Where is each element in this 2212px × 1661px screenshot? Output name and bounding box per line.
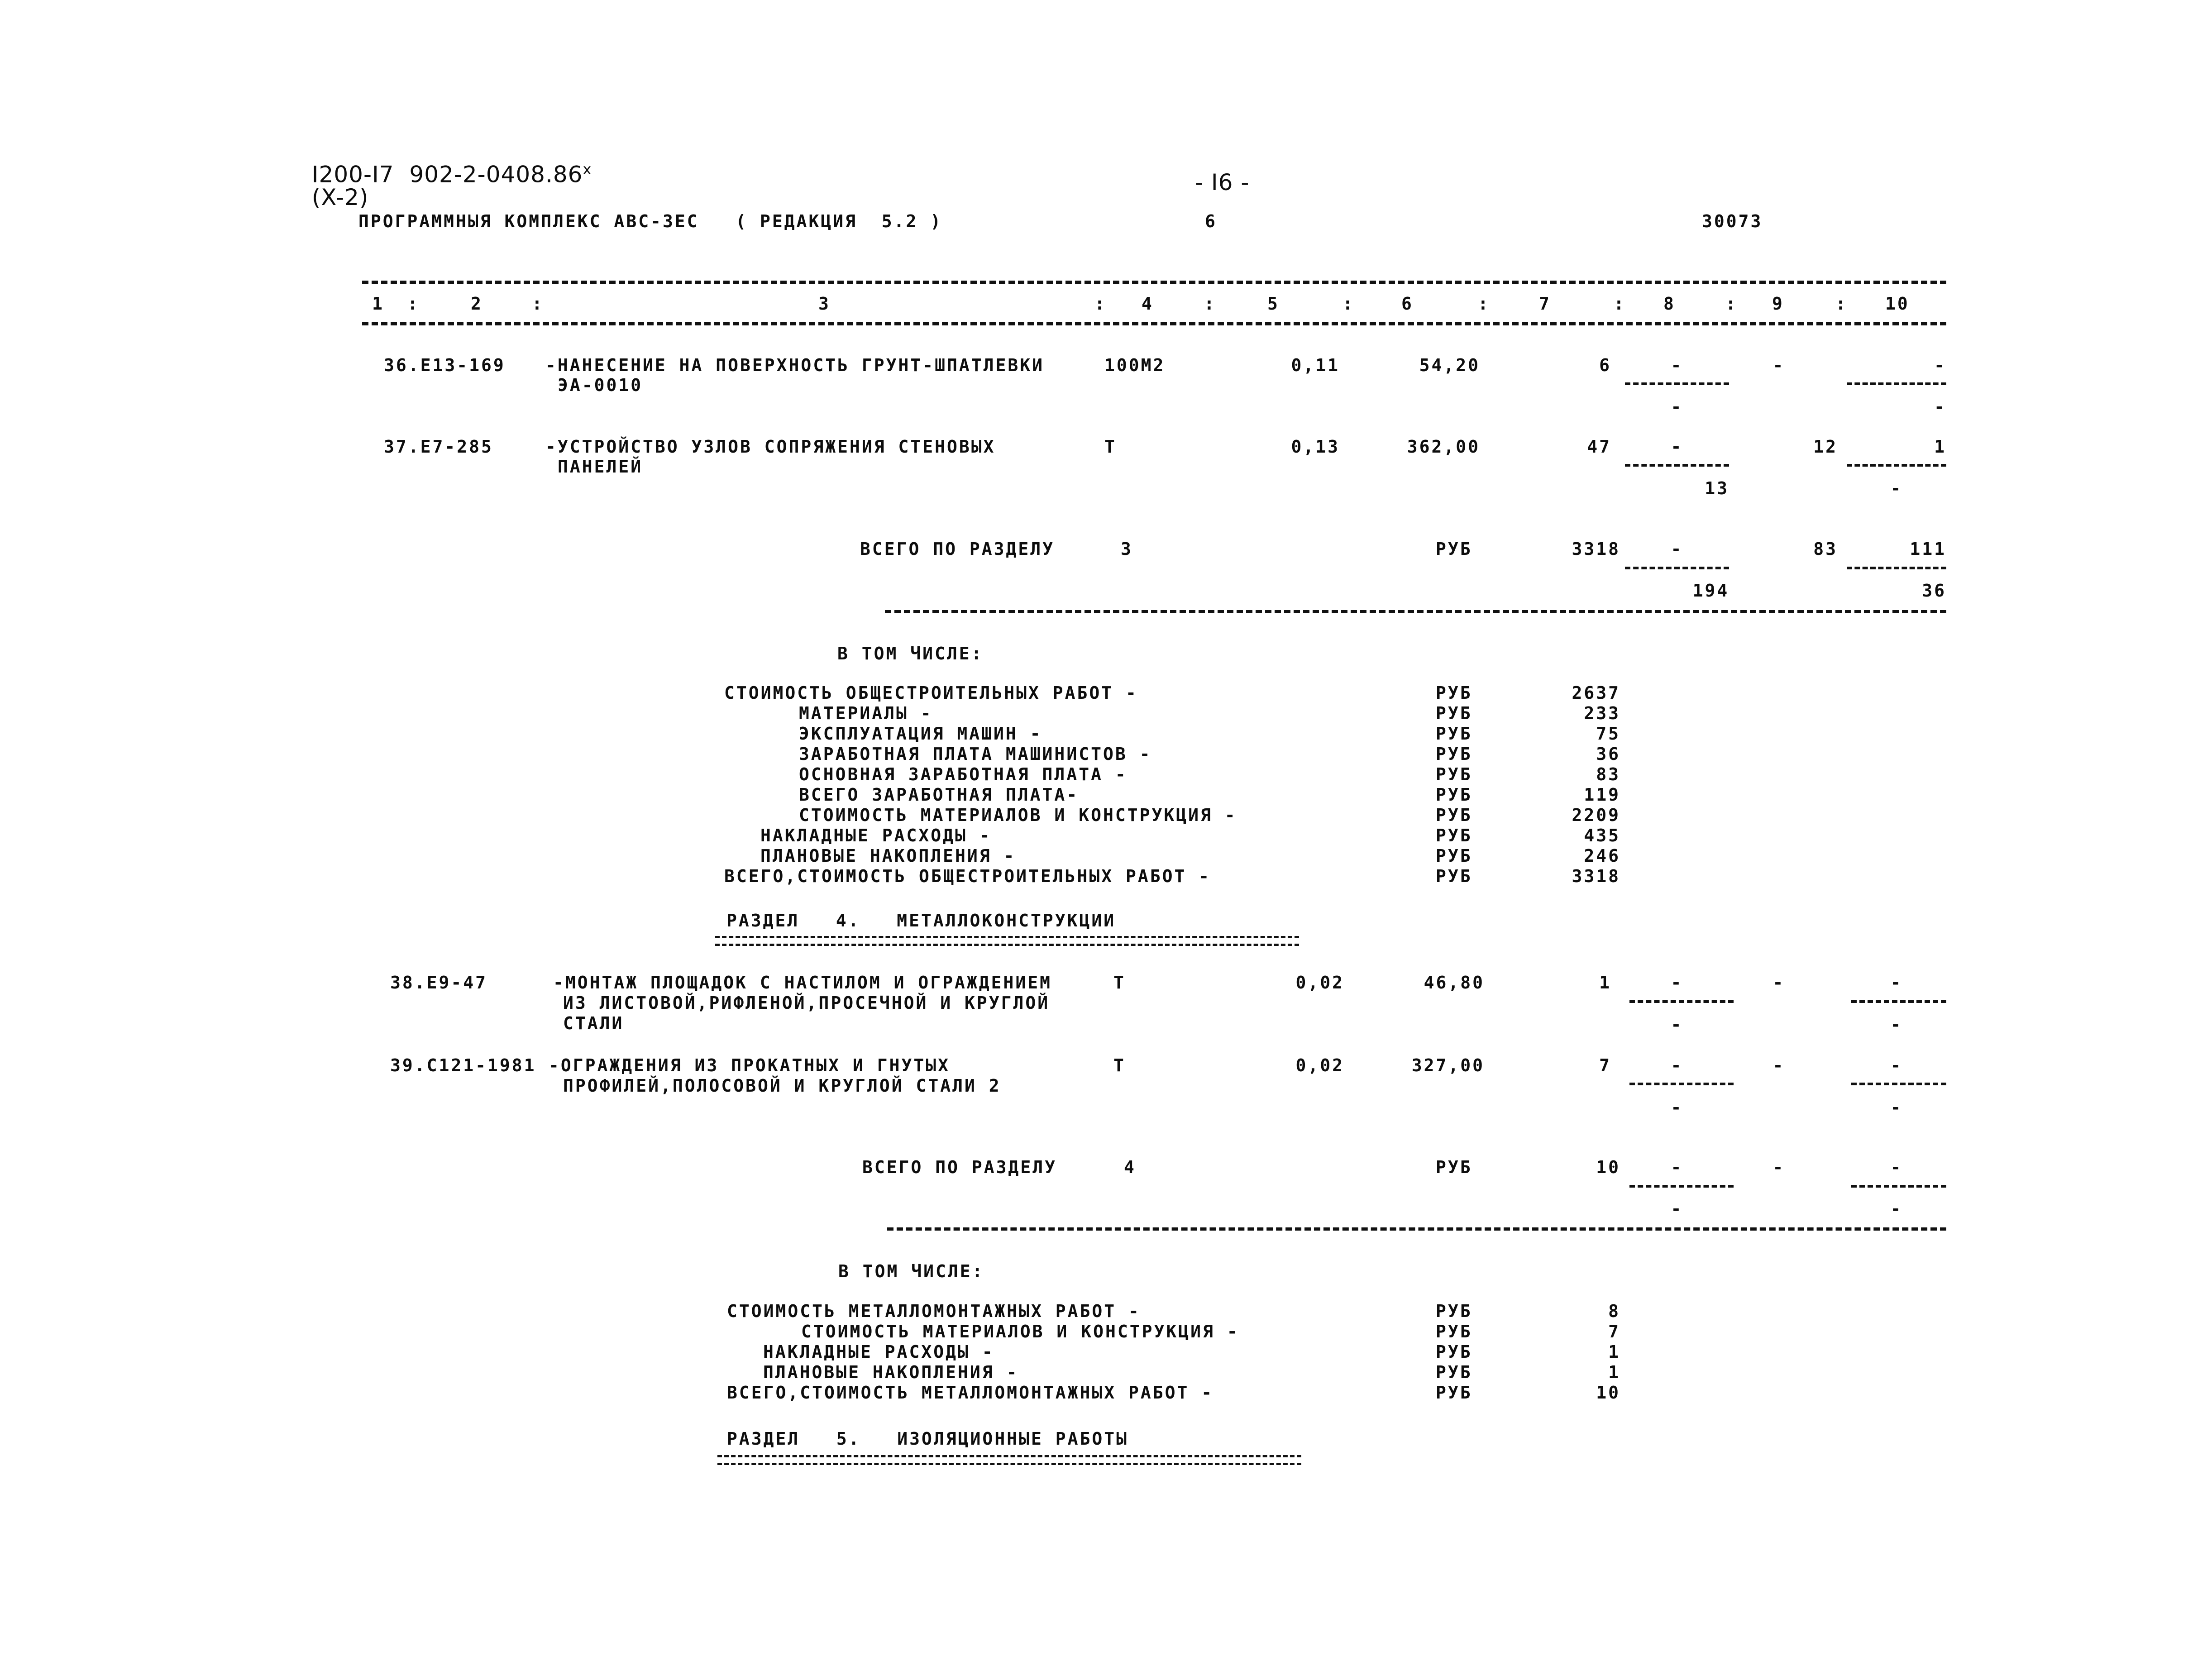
doc-code-superscript: x: [583, 161, 592, 178]
breakdown-value: 1: [1608, 1362, 1620, 1382]
col-5-header: 5: [1267, 294, 1280, 314]
row-quantity: 0,02: [1295, 973, 1344, 993]
fraction-line: [1851, 1083, 1946, 1085]
col-sep: :: [1614, 294, 1626, 314]
section-number: 3: [1121, 539, 1133, 559]
header-rule-top: [362, 281, 1946, 284]
fraction-line: [1629, 1000, 1734, 1003]
row-col8-bottom: -: [1671, 397, 1683, 417]
breakdown-unit: РУБ: [1436, 724, 1472, 744]
section-heading: РАЗДЕЛ 5. ИЗОЛЯЦИОННЫЕ РАБОТЫ: [727, 1429, 1128, 1449]
row-unit-price: 327,00: [1411, 1055, 1485, 1075]
section-total-col10-bottom: -: [1890, 1199, 1903, 1219]
breakdown-unit: РУБ: [1436, 785, 1472, 805]
row-col8-top: -: [1671, 355, 1683, 375]
section-total-col8-bottom: 194: [1692, 581, 1729, 601]
breakdown-label: ЭКСПЛУАТАЦИЯ МАШИН -: [799, 724, 1042, 744]
breakdown-unit: РУБ: [1436, 1362, 1472, 1382]
col-sep: :: [1204, 294, 1216, 314]
breakdown-heading: В ТОМ ЧИСЛЕ:: [838, 1261, 984, 1281]
fraction-line: [1629, 1083, 1734, 1085]
row-col8-bottom: -: [1671, 1098, 1683, 1117]
row-col10-top: -: [1890, 973, 1903, 993]
section-total-col8-top: -: [1671, 539, 1683, 559]
col-sep: :: [1094, 294, 1107, 314]
section-total-unit: РУБ: [1436, 1157, 1472, 1177]
breakdown-unit: РУБ: [1436, 744, 1472, 764]
row-description-cont: ЭА-0010: [558, 375, 643, 395]
section-total-col7: 10: [1596, 1157, 1620, 1177]
section-total-col8-top: -: [1671, 1157, 1683, 1177]
row-unit-price: 46,80: [1424, 973, 1485, 993]
document-id: 30073: [1702, 211, 1763, 231]
fraction-line: [1625, 382, 1729, 385]
col-sep: :: [1835, 294, 1848, 314]
breakdown-value: 435: [1584, 826, 1620, 845]
section-total-col9: 83: [1813, 539, 1838, 559]
row-quantity: 0,02: [1295, 1055, 1344, 1075]
col-9-header: 9: [1772, 294, 1784, 314]
section-total-label: ВСЕГО ПО РАЗДЕЛУ: [862, 1157, 1057, 1177]
col-sep: :: [1342, 294, 1355, 314]
breakdown-unit: РУБ: [1436, 764, 1472, 784]
row-col7: 47: [1587, 437, 1611, 457]
breakdown-value: 10: [1596, 1383, 1620, 1403]
row-description: -МОНТАЖ ПЛОЩАДОК С НАСТИЛОМ И ОГРАЖДЕНИЕМ: [553, 973, 1052, 993]
breakdown-label: НАКЛАДНЫЕ РАСХОДЫ -: [763, 1342, 994, 1362]
breakdown-unit: РУБ: [1436, 1301, 1472, 1321]
breakdown-value: 233: [1584, 703, 1620, 723]
row-code: 36.Е13-169: [384, 355, 506, 375]
breakdown-unit: РУБ: [1436, 683, 1472, 703]
program-title: ПРОГРАММНЫЯ КОМПЛЕКС АВС-ЗЕС ( РЕДАКЦИЯ 5.2 ): [358, 211, 943, 231]
section-total-col9: -: [1772, 1157, 1785, 1177]
fraction-line: [1625, 464, 1729, 467]
breakdown-heading: В ТОМ ЧИСЛЕ:: [837, 644, 984, 663]
row-col7: 7: [1599, 1055, 1611, 1075]
fraction-line: [1629, 1185, 1734, 1188]
breakdown-value: 1: [1608, 1342, 1620, 1362]
breakdown-value: 75: [1596, 724, 1620, 744]
col-2-header: 2: [471, 294, 483, 314]
breakdown-label: СТОИМОСТЬ МЕТАЛЛОМОНТАЖНЫХ РАБОТ -: [727, 1301, 1141, 1321]
col-1-header: 1: [372, 294, 384, 314]
row-col8-bottom: -: [1671, 1015, 1683, 1035]
breakdown-value: 246: [1584, 846, 1620, 866]
page-number: - I6 -: [1195, 169, 1250, 196]
breakdown-value: 83: [1596, 764, 1620, 784]
row-description-cont: СТАЛИ: [563, 1013, 624, 1033]
doc-code-text: I200-I7 902-2-0408.86: [311, 161, 583, 188]
col-sep: :: [1478, 294, 1490, 314]
row-col9: -: [1772, 973, 1785, 993]
section-number: 4: [1124, 1157, 1136, 1177]
col-10-header: 10: [1885, 294, 1910, 314]
section-heading-underline: [715, 936, 1299, 946]
breakdown-label: СТОИМОСТЬ МАТЕРИАЛОВ И КОНСТРУКЦИЯ -: [799, 805, 1237, 825]
col-sep: :: [532, 294, 544, 314]
breakdown-label: ОСНОВНАЯ ЗАРАБОТНАЯ ПЛАТА -: [799, 764, 1127, 784]
header-rule-bottom: [362, 322, 1946, 325]
row-description: -ОГРАЖДЕНИЯ ИЗ ПРОКАТНЫХ И ГНУТЫХ: [549, 1055, 950, 1075]
section-rule: [887, 1227, 1946, 1231]
row-col9: -: [1772, 355, 1785, 375]
row-col8-bottom: 13: [1705, 478, 1729, 498]
fraction-line: [1625, 567, 1729, 569]
row-col10-bottom: -: [1890, 1015, 1903, 1035]
row-code: 37.Е7-285: [384, 437, 493, 457]
row-col8-top: -: [1671, 973, 1683, 993]
col-8-header: 8: [1663, 294, 1676, 314]
breakdown-unit: РУБ: [1436, 703, 1472, 723]
breakdown-value: 119: [1584, 785, 1620, 805]
row-unit: Т: [1104, 437, 1117, 457]
breakdown-label: СТОИМОСТЬ ОБЩЕСТРОИТЕЛЬНЫХ РАБОТ -: [724, 683, 1138, 703]
col-7-header: 7: [1539, 294, 1551, 314]
fraction-line: [1847, 464, 1946, 467]
col-4-header: 4: [1142, 294, 1154, 314]
col-sep: :: [1725, 294, 1738, 314]
breakdown-value: 2209: [1572, 805, 1620, 825]
row-unit: Т: [1113, 1055, 1126, 1075]
breakdown-label: ВСЕГО,СТОИМОСТЬ ОБЩЕСТРОИТЕЛЬНЫХ РАБОТ -: [724, 866, 1211, 886]
breakdown-unit: РУБ: [1436, 1383, 1472, 1403]
row-description: -НАНЕСЕНИЕ НА ПОВЕРХНОСТЬ ГРУНТ-ШПАТЛЕВКИ: [545, 355, 1044, 375]
row-col8-top: -: [1671, 1055, 1683, 1075]
row-quantity: 0,11: [1291, 355, 1340, 375]
row-unit: Т: [1113, 973, 1126, 993]
breakdown-label: ВСЕГО,СТОИМОСТЬ МЕТАЛЛОМОНТАЖНЫХ РАБОТ -: [727, 1383, 1214, 1403]
row-description-cont: ИЗ ЛИСТОВОЙ,РИФЛЕНОЙ,ПРОСЕЧНОЙ И КРУГЛОЙ: [563, 993, 1050, 1013]
row-quantity: 0,13: [1291, 437, 1340, 457]
row-unit-price: 54,20: [1419, 355, 1480, 375]
row-unit-price: 362,00: [1407, 437, 1480, 457]
row-col10-top: -: [1934, 355, 1946, 375]
breakdown-unit: РУБ: [1436, 805, 1472, 825]
section-total-col8-bottom: -: [1671, 1199, 1683, 1219]
fraction-line: [1851, 1000, 1946, 1003]
document-code: [296, 139, 592, 209]
breakdown-unit: РУБ: [1436, 866, 1472, 886]
breakdown-value: 8: [1608, 1301, 1620, 1321]
fraction-line: [1847, 567, 1946, 569]
row-col8-top: -: [1671, 437, 1683, 457]
row-col10-top: -: [1890, 1055, 1903, 1075]
breakdown-label: НАКЛАДНЫЕ РАСХОДЫ -: [760, 826, 992, 845]
row-code: 39.С121-1981: [390, 1055, 536, 1075]
breakdown-unit: РУБ: [1436, 1322, 1472, 1341]
fraction-line: [1847, 382, 1946, 385]
breakdown-value: 7: [1608, 1322, 1620, 1341]
row-description-cont: ПАНЕЛЕЙ: [558, 457, 643, 477]
row-col10-bottom: -: [1934, 397, 1946, 417]
breakdown-label: МАТЕРИАЛЫ -: [799, 703, 933, 723]
section-heading: РАЗДЕЛ 4. МЕТАЛЛОКОНСТРУКЦИИ: [726, 911, 1116, 931]
sheet-number: 6: [1205, 211, 1217, 231]
section-total-label: ВСЕГО ПО РАЗДЕЛУ: [860, 539, 1055, 559]
col-3-header: 3: [818, 294, 831, 314]
row-col10-bottom: -: [1890, 1098, 1903, 1117]
breakdown-label: СТОИМОСТЬ МАТЕРИАЛОВ И КОНСТРУКЦИЯ -: [801, 1322, 1239, 1341]
section-rule: [885, 610, 1946, 613]
breakdown-unit: РУБ: [1436, 846, 1472, 866]
col-sep: :: [407, 294, 420, 314]
section-total-unit: РУБ: [1436, 539, 1472, 559]
breakdown-value: 36: [1596, 744, 1620, 764]
col-6-header: 6: [1401, 294, 1414, 314]
doc-code-suffix: (X-2): [311, 184, 369, 210]
section-total-col7: 3318: [1572, 539, 1620, 559]
row-description: -УСТРОЙСТВО УЗЛОВ СОПРЯЖЕНИЯ СТЕНОВЫХ: [545, 437, 996, 457]
breakdown-value: 2637: [1572, 683, 1620, 703]
breakdown-label: ПЛАНОВЫЕ НАКОПЛЕНИЯ -: [760, 846, 1016, 866]
breakdown-unit: РУБ: [1436, 826, 1472, 845]
breakdown-label: ВСЕГО ЗАРАБОТНАЯ ПЛАТА-: [799, 785, 1079, 805]
section-total-col10-top: -: [1890, 1157, 1903, 1177]
row-col9: -: [1772, 1055, 1785, 1075]
section-total-col10-bottom: 36: [1922, 581, 1946, 601]
row-col7: 1: [1599, 973, 1611, 993]
row-col10-bottom: -: [1890, 478, 1903, 498]
breakdown-label: ПЛАНОВЫЕ НАКОПЛЕНИЯ -: [763, 1362, 1019, 1382]
row-code: 38.Е9-47: [390, 973, 488, 993]
row-unit: 100М2: [1104, 355, 1166, 375]
section-heading-underline: [717, 1455, 1301, 1465]
breakdown-label: ЗАРАБОТНАЯ ПЛАТА МАШИНИСТОВ -: [799, 744, 1152, 764]
row-col7: 6: [1599, 355, 1611, 375]
breakdown-value: 3318: [1572, 866, 1620, 886]
section-total-col10-top: 111: [1910, 539, 1946, 559]
row-col10-top: 1: [1934, 437, 1946, 457]
row-col9: 12: [1813, 437, 1838, 457]
row-description-cont: ПРОФИЛЕЙ,ПОЛОСОВОЙ И КРУГЛОЙ СТАЛИ 2: [563, 1076, 1001, 1096]
breakdown-unit: РУБ: [1436, 1342, 1472, 1362]
fraction-line: [1851, 1185, 1946, 1188]
